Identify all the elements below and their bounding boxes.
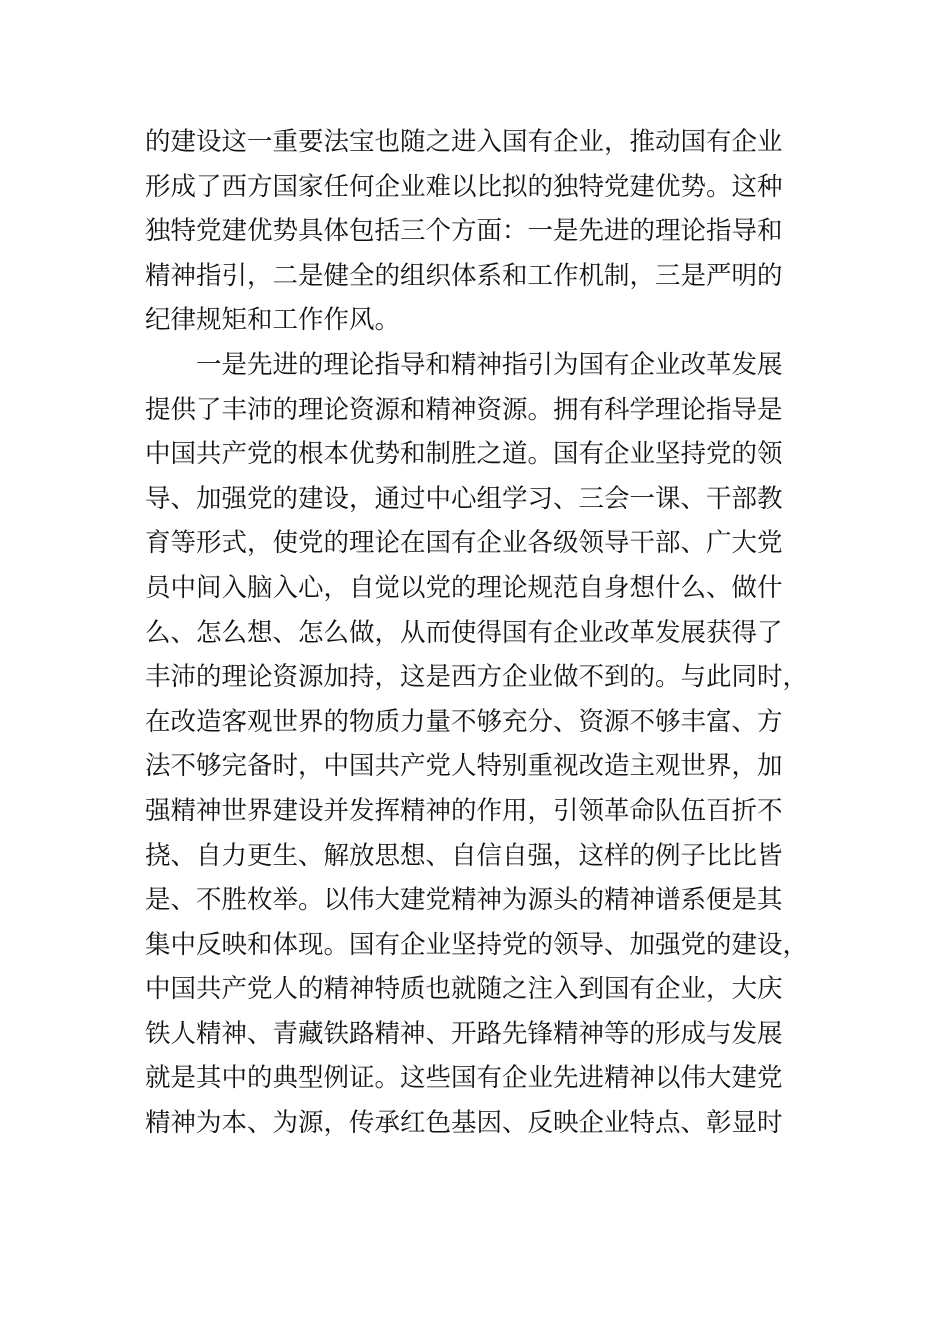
text-line-indented: 一是先进的理论指导和精神指引为国有企业改革发展 bbox=[196, 349, 783, 380]
text-line: 精神为本、为源，传承红色基因、反映企业特点、彰显时 bbox=[145, 1108, 783, 1139]
text-line: 法不够完备时，中国共产党人特别重视改造主观世界，加 bbox=[145, 751, 783, 782]
text-line: 强精神世界建设并发挥精神的作用，引领革命队伍百折不 bbox=[145, 795, 783, 826]
document-body bbox=[145, 120, 809, 1146]
text-line: 的建设这一重要法宝也随之进入国有企业，推动国有企业 bbox=[145, 127, 783, 157]
text-line: 导、加强党的建设，通过中心组学习、三会一课、干部教 bbox=[145, 483, 783, 514]
text-line: 丰沛的理论资源加持，这是西方企业做不到的。与此同时， bbox=[145, 662, 809, 693]
paragraph-main bbox=[145, 343, 809, 1146]
text-line: 在改造客观世界的物质力量不够充分、资源不够丰富、方 bbox=[145, 706, 783, 737]
text-line: 就是其中的典型例证。这些国有企业先进精神以伟大建党 bbox=[145, 1063, 783, 1094]
text-line: 提供了丰沛的理论资源和精神资源。拥有科学理论指导是 bbox=[145, 394, 783, 425]
text-line: 铁人精神、青藏铁路精神、开路先锋精神等的形成与发展 bbox=[145, 1018, 783, 1049]
text-line: 纪律规矩和工作作风。 bbox=[145, 305, 401, 336]
text-line: 挠、自力更生、解放思想、自信自强，这样的例子比比皆 bbox=[145, 840, 783, 871]
text-line: 独特党建优势具体包括三个方面：一是先进的理论指导和 bbox=[145, 216, 783, 247]
text-line: 是、不胜枚举。以伟大建党精神为源头的精神谱系便是其 bbox=[145, 885, 783, 916]
text-line: 形成了西方国家任何企业难以比拟的独特党建优势。这种 bbox=[145, 171, 783, 202]
text-line: 集中反映和体现。国有企业坚持党的领导、加强党的建设， bbox=[145, 929, 809, 960]
paragraph-continuation bbox=[145, 120, 805, 343]
text-line: 中国共产党人的精神特质也就随之注入到国有企业，大庆 bbox=[145, 974, 783, 1005]
text-line: 么、怎么想、怎么做，从而使得国有企业改革发展获得了 bbox=[145, 617, 783, 648]
text-line: 员中间入脑入心，自觉以党的理论规范自身想什么、做什 bbox=[145, 572, 783, 603]
text-line: 育等形式，使党的理论在国有企业各级领导干部、广大党 bbox=[145, 528, 783, 559]
text-line: 精神指引，二是健全的组织体系和工作机制，三是严明的 bbox=[145, 260, 783, 291]
text-line: 中国共产党的根本优势和制胜之道。国有企业坚持党的领 bbox=[145, 439, 783, 470]
